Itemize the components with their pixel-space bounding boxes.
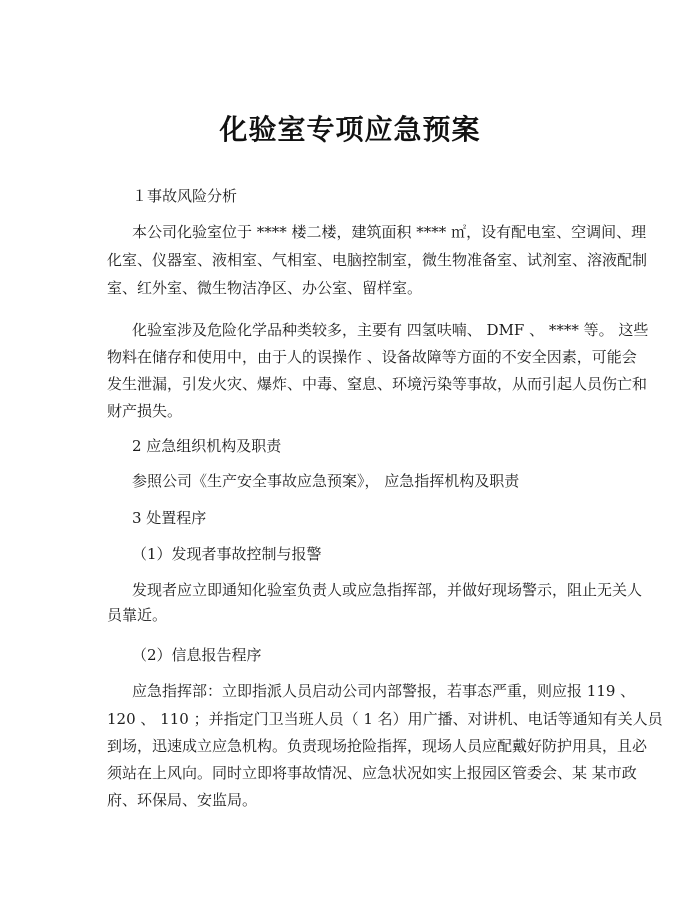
paragraph-line: 财产损失。 <box>107 402 183 420</box>
section-1-heading: １事故风险分析 <box>132 187 238 205</box>
section-2-heading: 2 应急组织机构及职责 <box>132 437 282 455</box>
paragraph-line: 发生泄漏，引发火灾、爆炸、中毒、窒息、环境污染等事故，从而引起人员伤亡和 <box>107 375 648 393</box>
paragraph-line: 120 、 110 ；并指定门卫当班人员（ 1 名）用广播、对讲机、电话等通知有关人员 <box>107 710 663 728</box>
paragraph-line: 参照公司《生产安全事故应急预案》， 应急指挥机构及职责 <box>132 472 520 490</box>
paragraph-line: 化验室涉及危险化学品种类较多，主要有 四氢呋喃、 DMF 、 **** 等。 这些 <box>132 321 649 339</box>
subsection-2-heading: （2）信息报告程序 <box>132 646 262 664</box>
section-3-heading: 3 处置程序 <box>132 509 207 527</box>
paragraph-line: 到场，迅速成立应急机构。负责现场抢险指挥，现场人员应配戴好防护用具，且必 <box>107 737 648 755</box>
paragraph-line: 发现者应立即通知化验室负责人或应急指挥部，并做好现场警示，阻止无关人 <box>132 581 643 599</box>
paragraph-line: 物料在储存和使用中，由于人的误操作 、设备故障等方面的不安全因素，可能会 <box>107 348 637 366</box>
paragraph-line: 府、环保局、安监局。 <box>107 791 258 809</box>
paragraph-line: 室、红外室、微生物洁净区、办公室、留样室。 <box>107 279 423 297</box>
paragraph-line: 化室、仪器室、液相室、气相室、电脑控制室，微生物准备室、试剂室、溶液配制 <box>107 251 648 269</box>
document-title: 化验室专项应急预案 <box>219 113 481 146</box>
paragraph-line: 应急指挥部：立即指派人员启动公司内部警报，若事态严重，则应报 119 、 <box>132 682 636 700</box>
subsection-1-heading: （1）发现者事故控制与报警 <box>132 545 322 563</box>
paragraph-line: 本公司化验室位于 **** 楼二楼，建筑面积 **** ㎡，设有配电室、空调间、理 <box>132 223 647 241</box>
paragraph-line: 员靠近。 <box>107 606 168 624</box>
paragraph-line: 须站在上风向。同时立即将事故情况、应急状况如实上报园区管委会、某 某市政 <box>107 764 637 782</box>
